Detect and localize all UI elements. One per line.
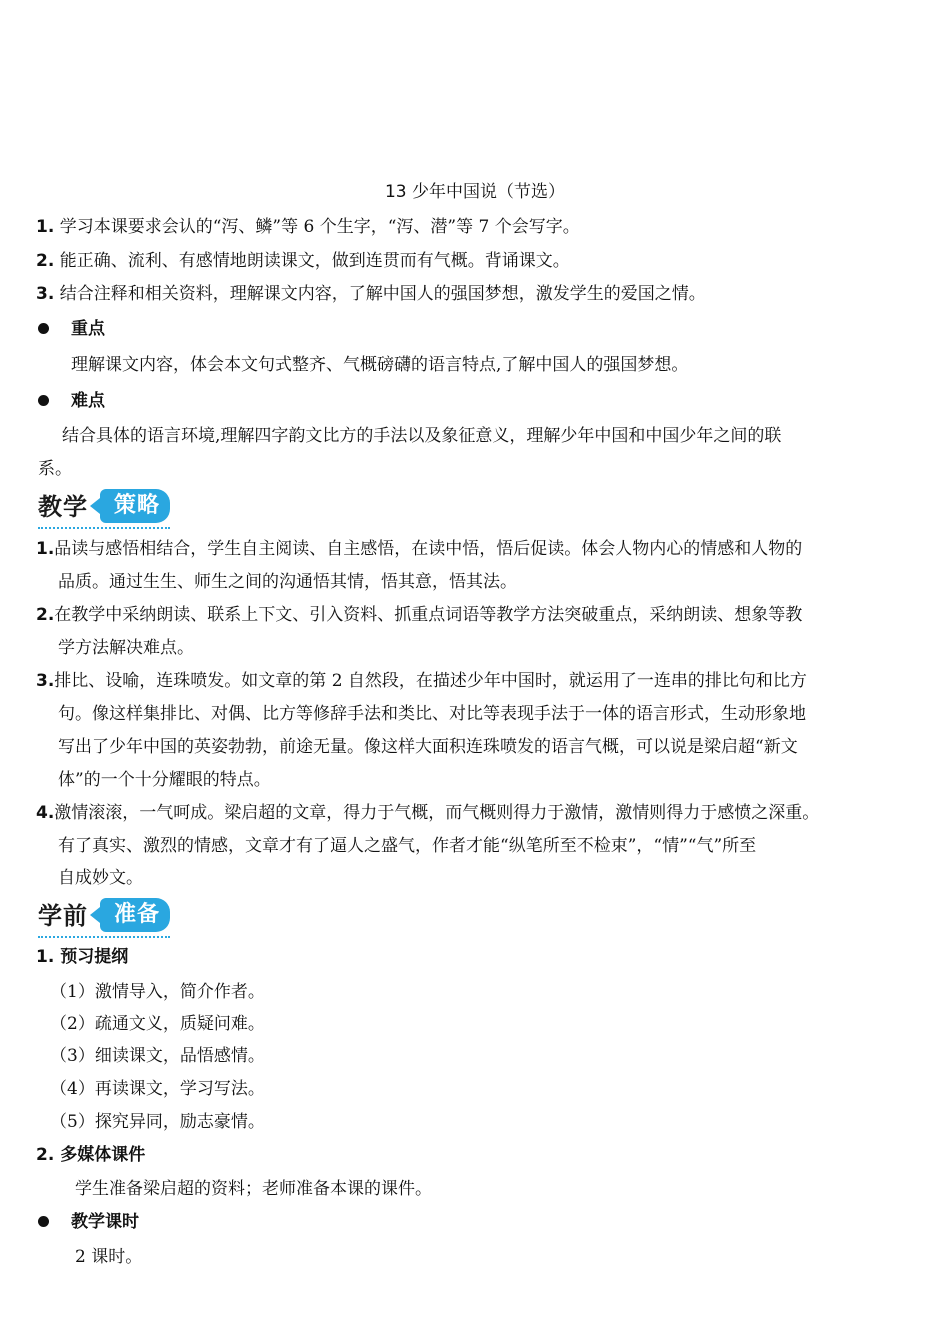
difficulty-text-line: 结合具体的语言环境,理解四字韵文比方的手法以及象征意义，理解少年中国和中国少年之间的联 [62,426,782,446]
objective-2 [36,250,570,272]
class-hours-text: 2 课时。 [75,1247,143,1267]
banner-notch [90,907,100,923]
bullet-icon [38,323,49,334]
banner-label: 学前 [38,902,88,930]
preview-heading: 1. 预习提纲 [36,947,129,967]
strategy-text-line: 自成妙文。 [58,868,143,888]
multimedia-heading: 2. 多媒体课件 [36,1145,146,1165]
preview-item: （4）再读课文，学习写法。 [50,1079,265,1099]
class-hours-heading: 教学课时 [71,1212,139,1232]
objective-text: 学习本课要求会认的“泻、鳞”等 6 个生字，“泻、潜”等 7 个会写字。 [59,217,580,237]
strategy-1 [36,538,802,560]
preview-item: （2）疏通文义，质疑问难。 [50,1014,265,1034]
strategy-text-line: 激情滚滚，一气呵成。梁启超的文章，得力于气概，而气概则得力于激情，激情则得力于感愤之深重。 [54,803,820,823]
banner-badge: 准备 [100,898,170,932]
objective-text: 能正确、流利、有感情地朗读课文，做到连贯而有气概。背诵课文。 [59,251,570,271]
banner-underline [38,527,170,529]
bullet-icon [38,1216,49,1227]
objective-3 [36,283,706,305]
objective-number: 3. [36,284,55,304]
strategy-3 [36,670,807,692]
objective-text: 结合注释和相关资料，理解课文内容，了解中国人的强国梦想，激发学生的爱国之情。 [59,284,706,304]
strategy-text-line: 体”的一个十分耀眼的特点。 [58,770,271,790]
preview-item: （1）激情导入，简介作者。 [50,982,265,1002]
strategy-4 [36,802,819,824]
strategy-text-line: 写出了少年中国的英姿勃勃，前途无量。像这样大面积连珠喷发的语言气概，可以说是梁启超“新文 [58,737,798,757]
strategy-text-line: 有了真实、激烈的情感，文章才有了逼人之盛气，作者才能“纵笔所至不检束”，“情”“气”所至 [58,836,757,856]
preview-item: （5）探究异同，励志豪情。 [50,1112,265,1132]
strategy-number: 3. [36,671,55,691]
multimedia-text: 学生准备梁启超的资料；老师准备本课的课件。 [75,1179,432,1199]
strategy-number: 1. [36,539,55,559]
key-point-text: 理解课文内容，体会本文句式整齐、气概磅礴的语言特点,了解中国人的强国梦想。 [71,355,689,375]
strategy-banner [38,489,170,529]
strategy-number: 4. [36,803,55,823]
banner-label: 教学 [38,493,88,521]
banner-notch [90,498,100,514]
strategy-2 [36,604,802,626]
key-point-heading: 重点 [71,319,105,339]
objective-number: 1. [36,217,55,237]
strategy-text-line: 品读与感悟相结合，学生自主阅读、自主感悟，在读中悟，悟后促读。体会人物内心的情感和人物的 [54,539,803,559]
page-title: 13 少年中国说（节选） [384,182,566,202]
banner-badge: 策略 [100,489,170,523]
strategy-text-line: 品质。通过生生、师生之间的沟通悟其情，悟其意，悟其法。 [58,572,517,592]
strategy-text-line: 句。像这样集排比、对偶、比方等修辞手法和类比、对比等表现手法于一体的语言形式，生动形象地 [58,704,806,724]
difficulty-heading: 难点 [71,391,105,411]
bullet-icon [38,395,49,406]
objective-1 [36,216,580,238]
objective-number: 2. [36,251,55,271]
strategy-text-line: 学方法解决难点。 [58,638,194,658]
difficulty-text-line: 系。 [38,459,72,479]
strategy-text-line: 排比、设喻，连珠喷发。如文章的第 2 自然段，在描述少年中国时，就运用了一连串的排比句和比方 [54,671,807,691]
preview-item: （3）细读课文，品悟感情。 [50,1046,265,1066]
banner-underline [38,936,170,938]
prep-banner [38,898,170,938]
strategy-number: 2. [36,605,55,625]
strategy-text-line: 在教学中采纳朗读、联系上下文、引入资料、抓重点词语等教学方法突破重点，采纳朗读、想象等教 [54,605,803,625]
